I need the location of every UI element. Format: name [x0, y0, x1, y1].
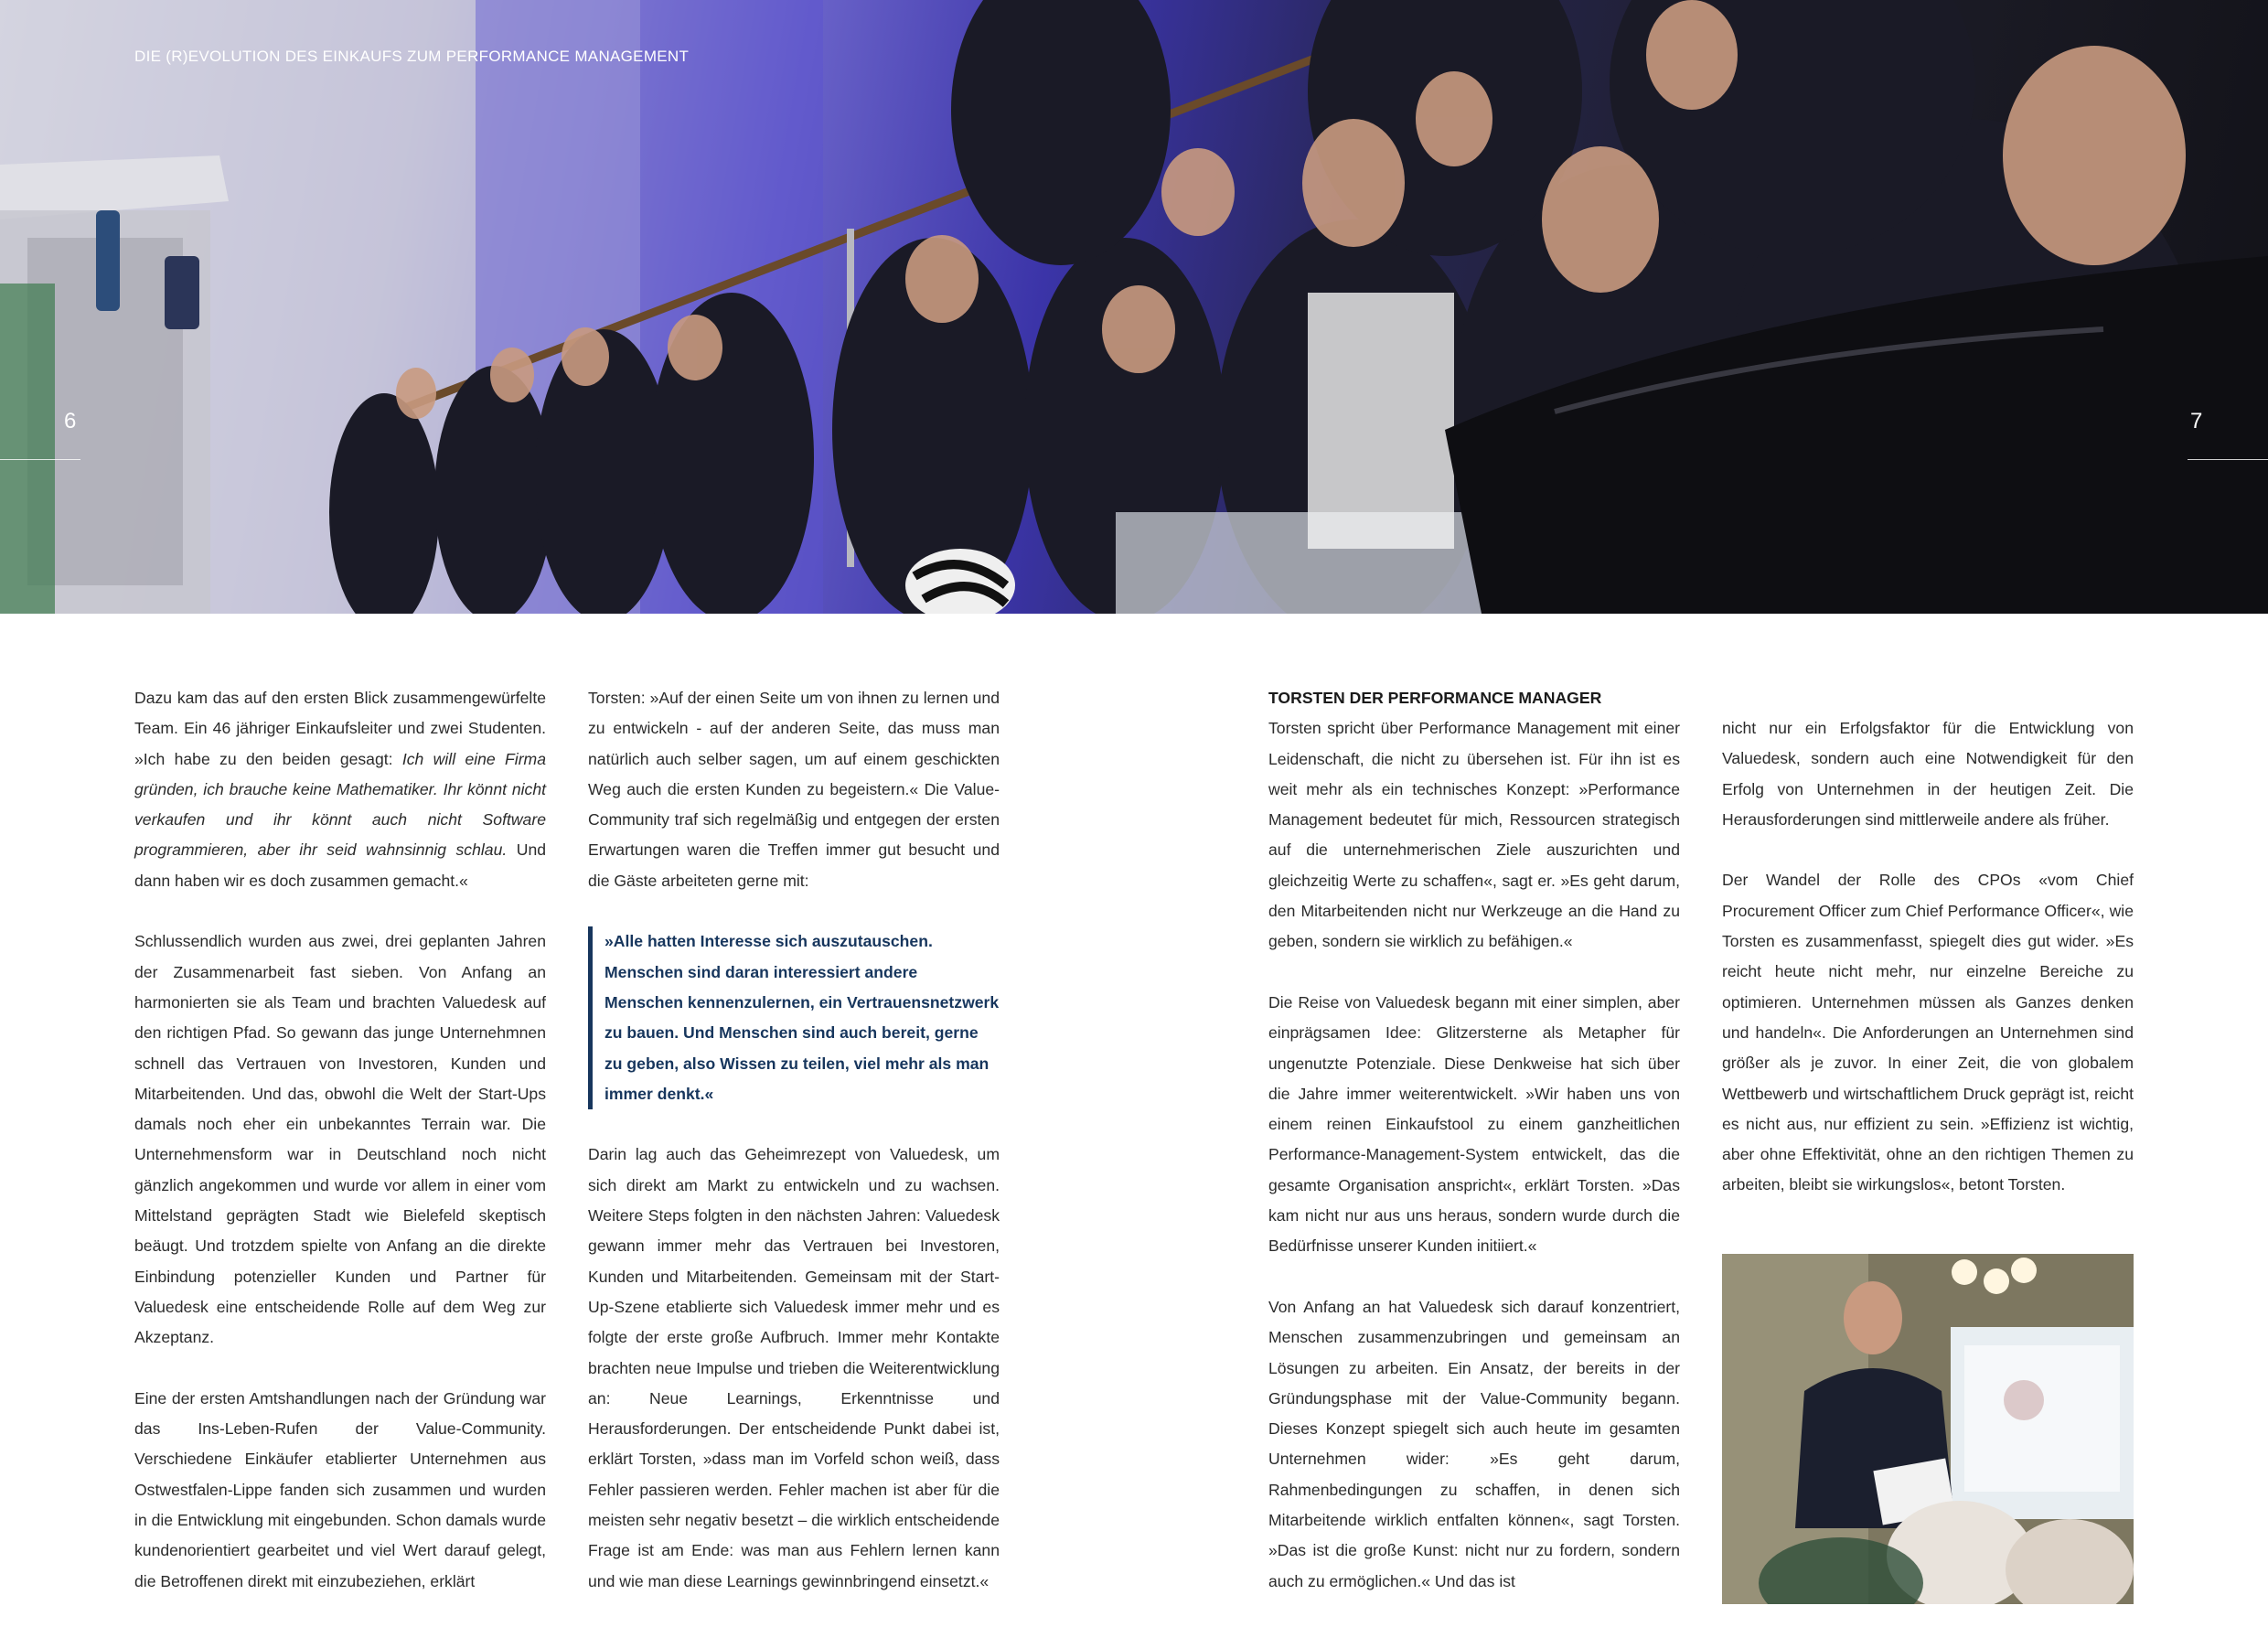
page-number-left: 6: [64, 409, 77, 434]
paragraph: Schlussendlich wurden aus zwei, drei geplanten Jahren der Zusammenarbeit fast sieben. Von Anfang an harmonierten sie als Team und brachten Valuedesk auf den richtigen Pfad. So gewann das junge Unternehmnen schnell das Vertrauen von Investoren, Kunden und Mitarbeitenden. Und das, obwohl die Welt der Start-Ups damals noch eher ein unbekanntes Terrain war. Die Unternehmensform war in Deutschland noch nicht gänzlich angekommen und wurde vor allem in einer vom Mittelstand geprägten Stadt wie Bielefeld skeptisch beäugt. Und trotzdem spielte von Anfang an die direkte Einbindung potenzieller Kunden und Partner für Valuedesk eine entscheidende Rolle auf dem Weg zur Akzeptanz.: [134, 932, 546, 1347]
paragraph: nicht nur ein Erfolgsfaktor für die Entwicklung von Valuedesk, sondern auch eine Notwendigkeit für den Erfolg von Unternehmen in der heutigen Zeit. Die Herausforderungen sind mittlerweile andere als früher.: [1722, 719, 2134, 829]
text-column-2: [588, 683, 1000, 1627]
section-heading: TORSTEN DER PERFORMANCE MANAGER: [1268, 689, 1602, 707]
text-column-1: [134, 683, 546, 1627]
text-column-3: [1268, 683, 1680, 1627]
paragraph: Darin lag auch das Geheimrezept von Valuedesk, um sich direkt am Markt zu entwickeln und zu wachsen. Weitere Steps folgten in den nächsten Jahren: Valuedesk gewann immer mehr das Vertrauen bei Investoren, Kunden und Mitarbeitenden. Gemeinsam mit der Start-Up-Szene etablierte sich Valuedesk immer mehr und es folgte der erste große Aufbruch. Immer mehr Kontakte brachten neue Impulse und trieben die Weiterentwicklung an: Neue Learnings, Erkenntnisse und Herausforderungen. Der entscheidende Punkt dabei ist, erklärt Torsten, »dass man im Vorfeld schon weiß, dass Fehler passieren werden. Fehler machen ist aber für die meisten sehr negativ besetzt – die wirklich entscheidende Frage ist am Ende: was man aus Fehlern lernen kann und wie man diese Learnings gewinnbringend einsetzt.«: [588, 1145, 1000, 1590]
inline-photo-illustration: [1722, 1254, 2134, 1604]
paragraph: Eine der ersten Amtshandlungen nach der Gründung war das Ins-Leben-Rufen der Value-Community. Verschiedene Einkäufer etablierter Unternehmen aus Ostwestfalen-Lippe fanden sich zusammen und wurden in die Entwicklung mit eingebunden. Schon damals wurde kundenorientiert gearbeitet und viel Wert darauf gelegt, die Betroffenen direkt mit einzubeziehen, erklärt: [134, 1388, 546, 1590]
pull-quote: »Alle hatten Interesse sich auszutauschen. Menschen sind daran interessiert andere Menschen kennenzulernen, ein Vertrauensnetzwerk zu bauen. Und Menschen sind auch bereit, gerne zu geben, also Wissen zu teilen, viel mehr als man immer denkt.«: [588, 926, 1000, 1109]
hero-photo-audience: [0, 0, 2268, 614]
italic-quote: Ich will eine Firma gründen, ich brauche keine Mathematiker. Ihr könnt nicht verkaufen und ihr könnt auch nicht Software programmieren, aber ihr seid wahnsinnig schlau.: [134, 749, 546, 860]
paragraph: Torsten spricht über Performance Management mit einer Leidenschaft, die nicht zu übersehen ist. Für ihn ist es weit mehr als ein technisches Konzept: »Performance Management bedeutet für mich, Ressourcen strategisch auf die unternehmerischen Ziele auszurichten und gleichzeitig Werte zu schaffen«, sagt er. »Es geht darum, den Mitarbeitenden nicht nur Werkzeuge an die Hand zu geben, sondern sie wirklich zu befähigen.«: [1268, 719, 1680, 951]
paragraph: Der Wandel der Rolle des CPOs «vom Chief Procurement Officer zum Chief Performance Officer«, wie Torsten es zusammenfasst, spiegelt dies gut wider. »Es reicht heute nicht mehr, nur einzelne Bereiche zu optimieren. Unternehmen müssen als Ganzes denken und handeln«. Die Anforderungen an Unternehmen sind größer als je zuvor. In einer Zeit, die von globalem Wettbewerb und wirtschaftlichem Druck geprägt ist, reicht es nicht aus, nur effizient zu sein. »Effizienz ist wichtig, aber ohne Effektivität, ohne an den richtigen Themen zu arbeiten, bleibt sie wirkungslos«, betont Torsten.: [1722, 871, 2134, 1194]
page-number-rule-left: [0, 459, 80, 460]
text-column-4: [1722, 713, 2134, 1231]
hero-photo-illustration: [0, 0, 2268, 614]
paragraph: Die Reise von Valuedesk begann mit einer simplen, aber einprägsamen Idee: Glitzersterne als Metapher für ungenutzte Potenziale. Diese Denkweise hat sich über die Jahre immer weiterentwickelt. »Wir haben uns von einem reinen Einkaufstool zu einem ganzheitlichen Performance-Management-System entwickelt, das die gesamte Organisation anspricht«, erklärt Torsten. »Das kam nicht nur aus uns heraus, sondern wurde durch die Bedürfnisse unserer Kunden initiiert.«: [1268, 992, 1680, 1256]
running-head: DIE (R)EVOLUTION DES EINKAUFS ZUM PERFORMANCE MANAGEMENT: [134, 48, 690, 65]
paragraph: Torsten: »Auf der einen Seite um von ihnen zu lernen und zu entwickeln - auf der anderen Seite, das muss man natürlich auch selber sagen, um auf einem geschickten Weg auch die ersten Kunden zu begeistern.« Die Value-Community traf sich regelmäßig und entgegen der ersten Erwartungen waren die Treffen immer gut besucht und die Gäste arbeiteten gerne mit:: [588, 689, 1000, 890]
page-number-right: 7: [2190, 409, 2203, 434]
paragraph: Dazu kam das auf den ersten Blick zusammengewürfelte Team. Ein 46 jähriger Einkaufsleiter und zwei Studenten. »Ich habe zu den beiden gesagt: Ich will eine Firma gründen, ich brauche keine Mathematiker. Ihr könnt nicht verkaufen und ihr könnt auch nicht Software programmieren, aber ihr seid wahnsinnig schlau. Und dann haben wir es doch zusammen gemacht.«: [134, 689, 547, 890]
paragraph: Von Anfang an hat Valuedesk sich darauf konzentriert, Menschen zusammenzubringen und gemeinsam an Lösungen zu arbeiten. Ein Ansatz, der bereits in der Gründungsphase mit der Value-Community begann. Dieses Konzept spiegelt sich auch heute im gesamten Unternehmen wider: »Es geht darum, Rahmenbedingungen zu schaffen, in denen sich Mitarbeitende wirklich entfalten können«, sagt Torsten. »Das ist die große Kunst: nicht nur zu fordern, sondern auch zu ermöglichen.« Und das ist: [1268, 1297, 1680, 1590]
page-number-rule-right: [2188, 459, 2268, 460]
inline-photo-speaker: [1722, 1254, 2134, 1604]
